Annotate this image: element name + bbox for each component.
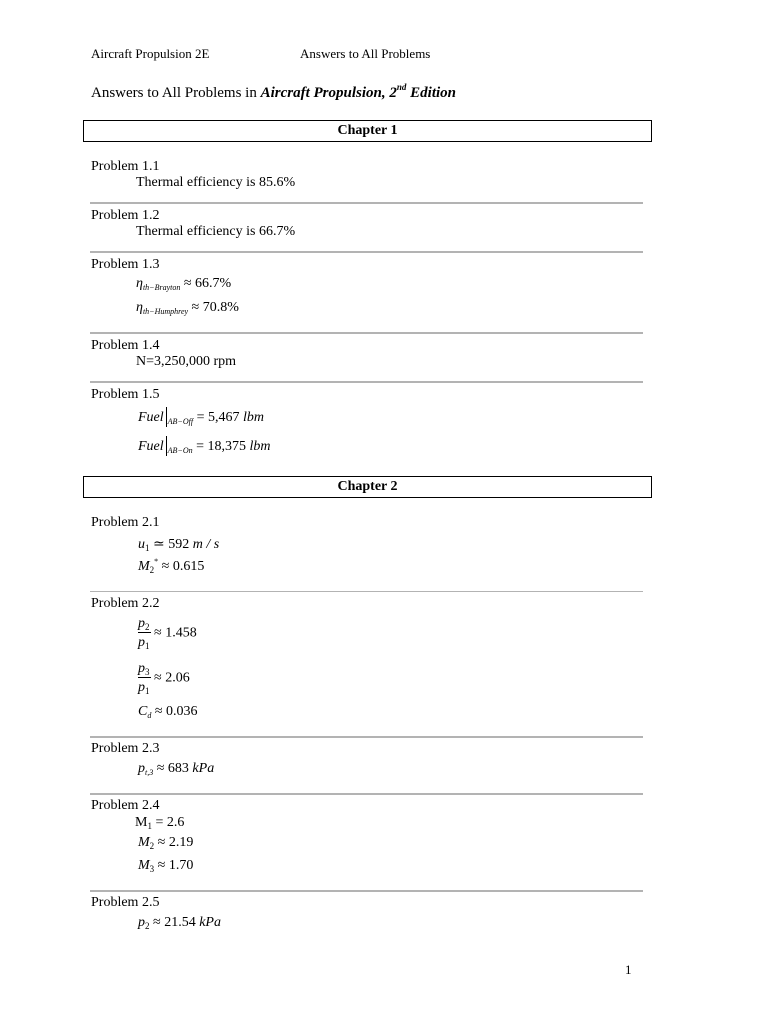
problem-label: Problem 1.1 — [91, 159, 160, 174]
evaluation-bar — [166, 407, 167, 427]
answer-equation — [138, 662, 190, 695]
subscript: t,3 — [145, 768, 154, 777]
mach-symbol: M — [138, 858, 150, 873]
subscript: AB−Off — [167, 417, 194, 426]
unit: m / s — [192, 537, 220, 552]
answer-equation — [138, 559, 204, 575]
numerator-symbol: p — [138, 616, 145, 631]
answer-text: N=3,250,000 rpm — [136, 354, 237, 369]
pressure-ratio — [138, 617, 151, 650]
problem-label: Problem 1.5 — [91, 387, 160, 402]
problem-label: Problem 1.4 — [91, 338, 160, 353]
relation: ≈ — [151, 704, 167, 719]
value: 0.036 — [166, 704, 198, 719]
eta-symbol: η — [136, 300, 143, 315]
numerator-symbol: p — [138, 661, 145, 676]
pressure-symbol: p — [138, 761, 145, 776]
subscript: AB−On — [167, 446, 193, 455]
problem-label: Problem 1.3 — [91, 257, 160, 272]
answer-equation — [138, 704, 198, 720]
problem-label: Problem 2.2 — [91, 596, 160, 611]
problem-label: Problem 2.3 — [91, 741, 160, 756]
subscript: 1 — [147, 821, 152, 831]
answer-equation — [138, 436, 271, 456]
eta-symbol: η — [136, 276, 143, 291]
running-header-left: Aircraft Propulsion 2E — [91, 46, 210, 61]
mach-symbol: M — [135, 815, 148, 830]
title-ordinal: nd — [396, 82, 407, 92]
value: 1.70 — [168, 858, 194, 873]
relation: = — [151, 815, 167, 830]
value: 18,375 — [207, 439, 247, 454]
answer-equation — [138, 858, 193, 874]
denominator-symbol: p — [138, 635, 145, 650]
answer-equation — [138, 761, 214, 777]
document-title — [91, 82, 456, 102]
numerator-subscript: 2 — [145, 622, 150, 632]
divider — [90, 251, 643, 253]
subscript: th−Brayton — [142, 283, 181, 292]
relation: ≈ — [150, 670, 166, 686]
drag-coefficient-symbol: C — [138, 704, 148, 719]
divider — [90, 332, 643, 334]
subscript: 1 — [145, 543, 150, 553]
relation: ≈ — [154, 858, 169, 873]
relation: ≈ — [154, 835, 169, 850]
subscript: d — [147, 711, 152, 720]
relation: ≈ — [153, 761, 168, 776]
problem-label: Problem 2.5 — [91, 895, 160, 910]
mach-symbol: M — [138, 559, 150, 574]
answer-text: Thermal efficiency is 85.6% — [136, 175, 296, 190]
unit: kPa — [192, 761, 215, 776]
answer-equation — [138, 617, 197, 650]
answer-equation — [138, 407, 264, 427]
divider — [90, 890, 643, 892]
subscript: th−Humphrey — [142, 307, 189, 316]
relation: ≈ — [158, 559, 173, 574]
title-prefix: Answers to All Problems in — [91, 85, 261, 101]
value: 5,467 — [207, 410, 240, 425]
answer-equation — [138, 915, 221, 931]
problem-label: Problem 2.1 — [91, 515, 160, 530]
subscript: 2 — [145, 921, 150, 931]
title-book: Aircraft Propulsion, 2 — [260, 85, 397, 101]
answer-equation — [138, 536, 219, 553]
divider — [90, 202, 643, 204]
unit: kPa — [199, 915, 221, 930]
chapter-heading: Chapter 2 — [83, 476, 652, 498]
value: 0.615 — [172, 559, 205, 574]
unit: lbm — [242, 410, 264, 425]
value: 683 — [167, 761, 189, 776]
evaluation-bar — [166, 436, 167, 456]
title-suffix: Edition — [406, 85, 456, 101]
pressure-symbol: p — [138, 915, 145, 930]
value: 70.8% — [202, 300, 239, 315]
running-header-right: Answers to All Problems — [300, 46, 431, 61]
value: 2.06 — [165, 670, 190, 686]
relation: ≈ — [188, 300, 203, 315]
superscript: * — [154, 557, 159, 566]
divider — [90, 736, 643, 738]
answer-equation — [136, 276, 231, 292]
answer-equation — [136, 300, 239, 316]
fuel-symbol: Fuel — [138, 439, 164, 454]
subscript: 2 — [149, 841, 155, 851]
answer-equation — [135, 815, 184, 831]
answer-equation — [138, 835, 193, 851]
problem-label: Problem 1.2 — [91, 208, 160, 223]
subscript: 3 — [149, 864, 155, 874]
relation: ≃ — [149, 537, 169, 552]
denominator-subscript: 1 — [145, 686, 150, 696]
velocity-symbol: u — [138, 537, 145, 552]
value: 592 — [168, 537, 190, 552]
relation: ≈ — [149, 915, 165, 930]
denominator-subscript: 1 — [145, 641, 150, 651]
value: 2.19 — [168, 835, 194, 850]
subscript: 2 — [149, 565, 155, 575]
divider — [90, 381, 643, 383]
chapter-heading: Chapter 1 — [83, 120, 652, 142]
pressure-ratio — [138, 662, 151, 695]
page-number: 1 — [625, 962, 632, 977]
fuel-symbol: Fuel — [138, 410, 164, 425]
answer-text: Thermal efficiency is 66.7% — [136, 224, 296, 239]
value: 21.54 — [164, 915, 196, 930]
divider — [90, 793, 643, 795]
relation: = — [193, 410, 208, 425]
problem-label: Problem 2.4 — [91, 798, 160, 813]
numerator-subscript: 3 — [145, 667, 150, 677]
value: 1.458 — [165, 625, 197, 641]
relation: = — [192, 439, 208, 454]
divider — [90, 591, 643, 592]
value: 2.6 — [166, 815, 185, 830]
mach-symbol: M — [138, 835, 150, 850]
value: 66.7% — [195, 276, 232, 291]
relation: ≈ — [180, 276, 196, 291]
denominator-symbol: p — [138, 680, 145, 695]
relation: ≈ — [150, 625, 166, 641]
unit: lbm — [249, 439, 271, 454]
